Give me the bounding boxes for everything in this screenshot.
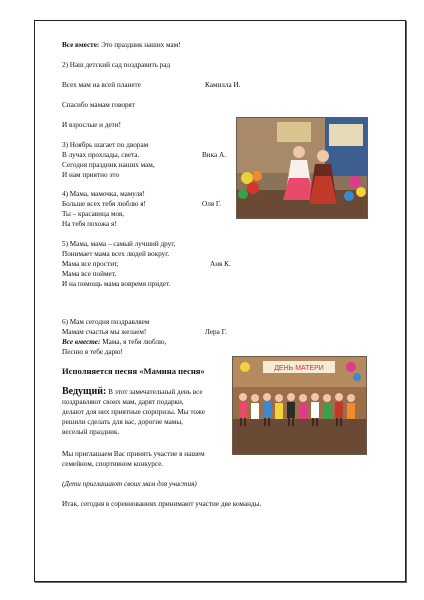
host-line-1 (62, 387, 203, 397)
verse-4-line-3: Ты – красавица моя, (62, 210, 124, 218)
verse-5-line-1: 5) Мама, мама – самый лучший друг, (62, 240, 176, 248)
verse-4-line-4: На тебя похожа я! (62, 220, 117, 228)
verse-5-speaker: Аня К. (210, 260, 231, 268)
verse-3-line-4: И нам приятно это (62, 171, 120, 179)
invite-line-2: семейном, спортивном конкурсе. (62, 460, 164, 468)
verse-6-speaker: Лера Г. (205, 328, 227, 336)
host-line-3: делают для них приятные сюрпризы. Мы тоже (62, 408, 205, 416)
host-label: Ведущий: (62, 386, 107, 397)
verse-6-line-4: Песню я тебе дарю! (62, 348, 123, 356)
verse-4-line-2: Больше всех тебя люблю я! (62, 200, 146, 208)
verse-3-line-2: В лучах прохлады, света. (62, 151, 140, 159)
verse-5-line-3: Мама все простит, (62, 260, 119, 268)
verse-6-line-3-text: Мама, я тебя люблю, (100, 338, 167, 346)
verse-2-line-1: 2) Наш детский сад поздравить рад (62, 61, 171, 69)
banner-text: ДЕНЬ МАТЕРИ (274, 365, 324, 372)
photo-girls-dancing-image (237, 118, 367, 218)
verse-5-line-4: Мама все поймет, (62, 270, 117, 278)
verse-6-line-3 (62, 338, 166, 347)
verse-2-speaker: Камилла И. (205, 81, 241, 89)
host-line-2: поздравляют своих мам, дарят подарки, (62, 398, 184, 406)
invite-line-1: Мы приглашаем Вас принять участие в нашем (62, 450, 205, 458)
all-together-label-2: Все вместе: (62, 338, 101, 346)
photo-children-group-image (233, 357, 366, 454)
all-together-text: Это праздник наших мам! (99, 41, 181, 49)
photo-children-group (232, 356, 367, 455)
verse-3-line-3: Сегодня праздник наших мам, (62, 161, 155, 169)
verse-3-speaker: Вика А. (202, 151, 226, 159)
photo-girls-dancing (236, 117, 368, 219)
verse-5-line-5: И на помощь мама вовремя придет. (62, 280, 171, 288)
host-line-4: решили сделать для вас, дорогие мамы, (62, 418, 183, 426)
verse-4-speaker: Оля Г. (202, 200, 222, 208)
stage-direction: (Дети приглашают своих мам для участия) (62, 480, 197, 488)
final-line: Итак, сегодня в соревнованиях принимают участие две команды. (62, 500, 262, 508)
verse-6-line-2: Мамам счастья мы желаем! (62, 328, 147, 336)
host-line-1-text: В этот замечательный день все (108, 388, 203, 396)
verse-5-line-2: Понимает мама всех людей вокруг. (62, 250, 170, 258)
verse-2-line-3: Спасибо мамам говорят (62, 101, 135, 109)
verse-3-line-1: 3) Ноябрь шагает по дворам (62, 141, 149, 149)
all-together-line (62, 41, 181, 50)
verse-6-line-1: 6) Мам сегодня поздравляем (62, 318, 150, 326)
verse-4-line-1: 4) Мама, мамочка, мамуля! (62, 190, 145, 198)
all-together-label: Все вместе: (62, 41, 100, 49)
host-line-5: веселый праздник. (62, 428, 120, 436)
verse-2-line-2: Всех мам на всей планете (62, 81, 141, 89)
verse-2-line-4: И взрослые и дети! (62, 121, 122, 129)
song-heading: Исполняется песня «Мамина песня» (62, 366, 205, 376)
